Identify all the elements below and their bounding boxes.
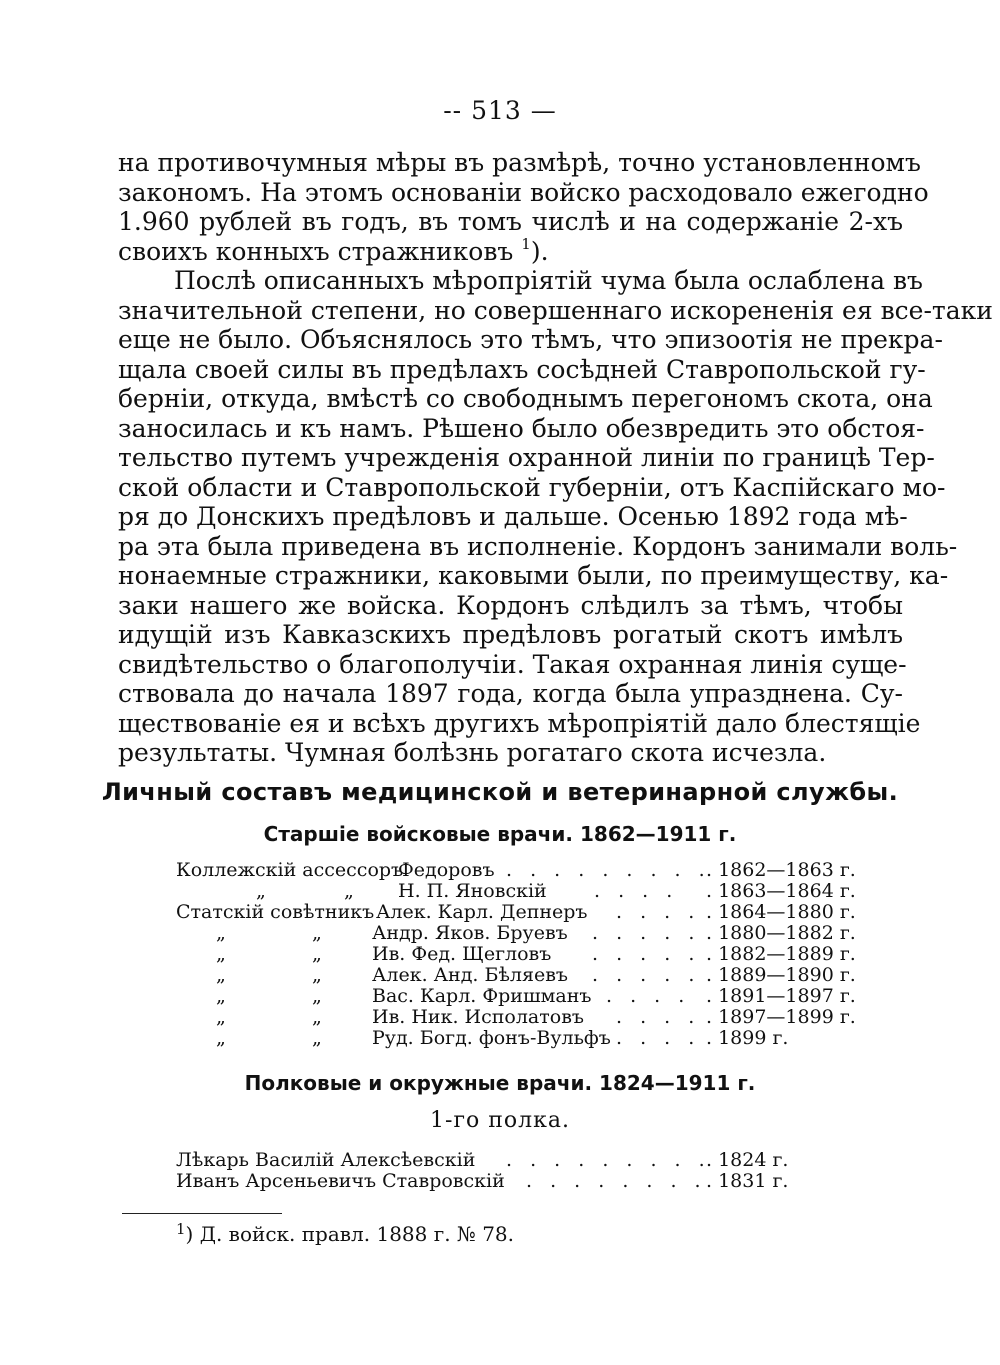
years-cell: . 1824 г. [706,1149,789,1171]
ditto-mark: „ [216,1006,226,1028]
text-line [118,234,903,267]
ditto-mark: „ [216,985,226,1007]
name-cell: Иванъ Арсеньевичъ Ставровскій [176,1170,505,1192]
leader-dots: . . . . . [592,943,701,965]
text-line: ской области и Ставропольской губерніи, отъ Каспійскаго мо- [118,472,946,502]
ditto-mark: „ [312,985,322,1007]
years-cell: . 1882—1889 г. [706,943,856,965]
ditto-mark: „ [216,943,226,965]
ditto-mark: „ [216,964,226,986]
text-line: идущій изъ Кавказскихъ предѣловъ рогатый скотъ имѣлъ [118,620,903,649]
text-line: заносилась и къ намъ. Рѣшено было обезвредить это обстоя- [118,413,925,443]
ditto-mark: „ [216,922,226,944]
ditto-mark: „ [344,880,354,902]
ditto-mark: „ [312,1027,322,1049]
text-line: ствовала до начала 1897 года, когда была упразднена. Су- [118,679,903,708]
body-text [118,148,993,768]
text-line: заки нашего же войска. Кордонъ слѣдилъ за тѣмъ, чтобы [118,590,903,620]
footnote-ref[interactable]: 1 [521,234,531,253]
leader-dots: . . . . . . . . . [506,1149,711,1171]
name-cell: Вас. Карл. Фришманъ [372,985,592,1007]
text-line: на противочумныя мѣры въ размѣрѣ, точно установленномъ [118,148,921,177]
text-line: щала своей силы въ предѣлахъ сосѣдней Ставропольской гу- [118,354,926,384]
name-cell: Руд. Богд. фонъ-Вульфъ [372,1027,611,1049]
text-line-content: своихъ конныхъ стражниковъ [118,236,514,266]
leader-dots: . . . . [616,1027,701,1049]
name-cell: Алек. Карл. Депнеръ [376,901,588,923]
years-cell: . 1891—1897 г. [706,985,856,1007]
name-cell: Лѣкарь Василій Алексѣевскій [176,1149,476,1171]
leader-dots: . . . . [616,1006,701,1028]
years-cell: . 1831 г. [706,1170,789,1192]
leader-dots: . . . . . [592,964,701,986]
text-line-end: ). [530,236,549,266]
text-line: 1.960 рублей въ годъ, въ томъ числѣ и на содержаніе 2-хъ [118,207,903,236]
text-line: значительной степени, но совершеннаго искорененія ея все-таки [118,295,993,325]
text-line: нонаемные стражники, каковыми были, по преимуществу, ка- [118,561,949,590]
name-cell: Андр. Яков. Бруевъ [372,922,568,944]
subsection-title-regimental: Полковые и окружные врачи. 1824—1911 г. [244,1071,756,1095]
years-cell: . 1863—1864 г. [706,880,856,902]
name-cell: Ив. Фед. Щегловъ [372,943,552,965]
name-cell: Федоровъ [398,859,495,881]
footnote [176,1222,514,1246]
name-cell: Ив. Ник. Исполатовъ [372,1006,584,1028]
rank-cell: Коллежскій ассессоръ [176,859,404,881]
text-line: закономъ. На этомъ основаніи войско расходовало ежегодно [118,177,929,207]
text-line: еще не было. Объяснялось это тѣмъ, что эпизоотія не прекра- [118,325,943,354]
years-cell: . 1899 г. [706,1027,789,1049]
leader-dots: . . . . . . . . [526,1170,707,1192]
footnote-mark: 1 [176,1220,186,1238]
leader-dots: . . . . [594,880,679,902]
ditto-mark: „ [312,964,322,986]
years-cell: . 1880—1882 г. [706,922,856,944]
text-line: берніи, откуда, вмѣстѣ со свободнымъ перегономъ скота, она [118,384,933,413]
ditto-mark: „ [216,1027,226,1049]
text-line: свидѣтельство о благополучіи. Такая охранная линія суще- [118,649,907,679]
section-title: Личный составъ медицинской и ветеринарной службы. [101,778,899,806]
ditto-mark: „ [256,880,266,902]
text-line: ра эта была приведена въ исполненіе. Кордонъ занимали воль- [118,531,958,561]
ditto-mark: „ [312,943,322,965]
leader-dots: . . . . [606,985,691,1007]
leader-dots: . . . . [616,901,701,923]
leader-dots: . . . . . [592,922,701,944]
text-line: результаты. Чумная болѣзнь рогатаго скота исчезла. [118,738,827,767]
ditto-mark: „ [312,922,322,944]
text-line: Послѣ описанныхъ мѣропріятій чума была ослаблена въ [174,266,923,295]
years-cell: . 1864—1880 г. [706,901,856,923]
years-cell: . 1862—1863 г. [706,859,856,881]
subsection-title-senior: Старшіе войсковые врачи. 1862—1911 г. [263,822,737,846]
text-line: ря до Донскихъ предѣловъ и дальше. Осенью 1892 года мѣ- [118,502,908,531]
text-line: тельство путемъ учрежденія охранной линіи по границѣ Тер- [118,443,935,472]
years-cell: . 1889—1890 г. [706,964,856,986]
subsection-title-first-regiment: 1-го полка. [430,1108,570,1133]
page-number: -- 513 — [443,96,557,125]
years-cell: . 1897—1899 г. [706,1006,856,1028]
leader-dots: . . . . . . . . . [506,859,711,881]
rank-cell: Статскій совѣтникъ [176,901,375,923]
text-line: ществованіе ея и всѣхъ другихъ мѣропріятій дало блестящіе [118,708,921,738]
ditto-mark: „ [312,1006,322,1028]
footnote-separator [122,1213,282,1214]
footnote-text: ) Д. войск. правл. 1888 г. № 78. [185,1222,515,1246]
name-cell: Н. П. Яновскій [398,880,547,902]
name-cell: Алек. Анд. Бѣляевъ [372,964,568,986]
